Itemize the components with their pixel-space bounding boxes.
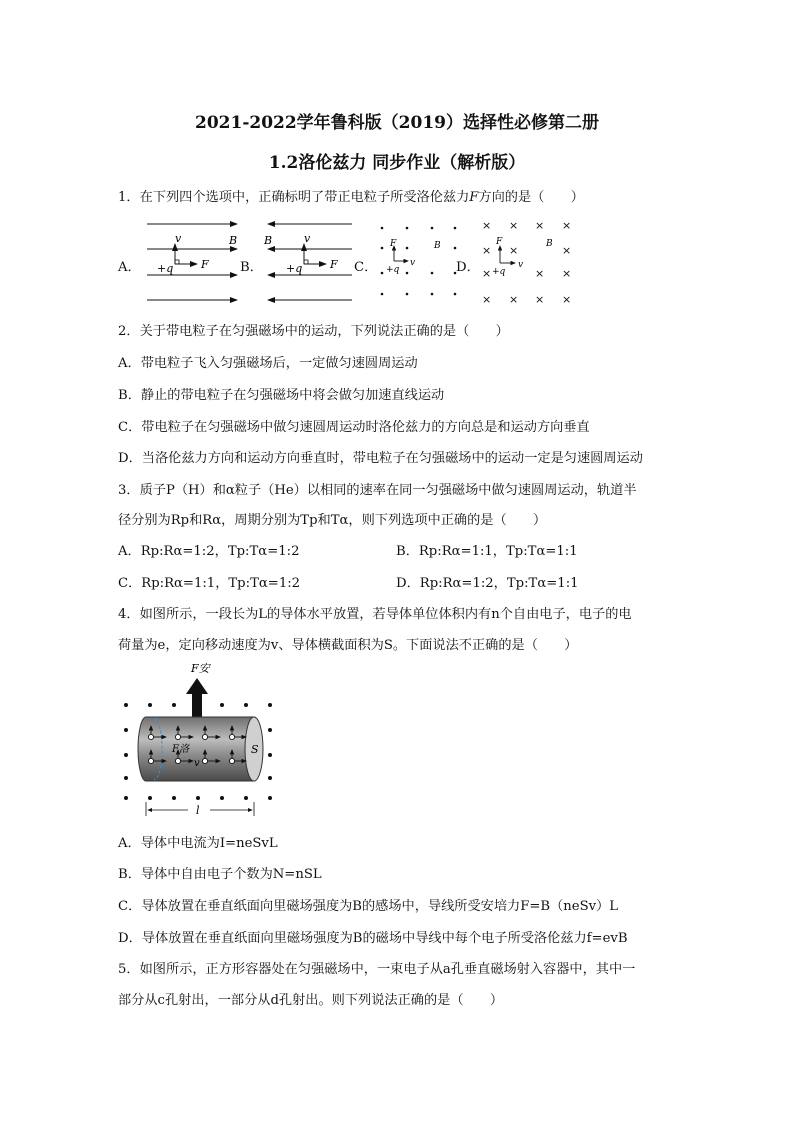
q3-option-d: D．Rp:Rα=1:2，Tp:Tα=1:1 (396, 576, 579, 591)
svg-text:×: × (562, 219, 572, 232)
question-4-stem-line1: 4．如图所示，一段长为L的导体水平放置，若导体单位体积内有n个自由电子，电子的电 (118, 607, 632, 622)
fig-c-f-label: F (390, 239, 397, 249)
fig-d-q-label: +q (492, 267, 506, 277)
document-title: 2021-2022学年鲁科版（2019）选择性必修第二册 (195, 113, 599, 133)
svg-text:×: × (482, 267, 492, 280)
svg-text:×: × (509, 293, 519, 306)
q1-figure-a (145, 214, 245, 304)
fig-a-v-label: v (175, 232, 182, 245)
question-4-stem-line2: 荷量为e，定向移动速度为v、导体横截面积为S。下面说法不正确的是（ ） (118, 638, 578, 653)
question-1-stem: 1．在下列四个选项中，正确标明了带正电粒子所受洛伦兹力F方向的是（ ） (118, 190, 584, 205)
svg-text:×: × (535, 219, 545, 232)
q4-option-d: D．导体放置在垂直纸面向里磁场强度为B的磁场中导线中每个电子所受洛伦兹力f=evB (118, 931, 628, 946)
q3-option-c: C．Rp:Rα=1:1，Tp:Tα=1:2 (118, 576, 301, 591)
q3-option-b: B．Rp:Rα=1:1，Tp:Tα=1:1 (396, 544, 578, 559)
q1-figure-b (262, 214, 362, 304)
q1-option-c-label: C． (354, 260, 378, 275)
svg-text:×: × (535, 267, 545, 280)
fig-b-v-label: v (304, 232, 311, 245)
q2-option-b: B．静止的带电粒子在匀强磁场中将会做匀加速直线运动 (118, 388, 445, 403)
fig-c-v-label: v (410, 258, 416, 268)
q1-option-a-label: A． (118, 260, 141, 275)
fig-b-f-label: F (330, 258, 338, 271)
svg-text:×: × (482, 293, 492, 306)
fig-a-f-label: F (201, 258, 209, 271)
q4-option-c: C．导体放置在垂直纸面向里磁场强度为B的感场中，导线所受安培力F=B（neSv）L (118, 899, 619, 914)
svg-text:×: × (509, 244, 519, 257)
q1-option-d-label: D． (456, 260, 480, 275)
fig-a-b-label: B (229, 234, 238, 247)
question-3-stem-line1: 3．质子P（H）和α粒子（He）以相同的速率在同一匀强磁场中做匀速圆周运动，轨道半 (118, 483, 637, 498)
svg-text:×: × (562, 267, 572, 280)
question-2-stem: 2．关于带电粒子在匀强磁场中的运动，下列说法正确的是（ ） (118, 324, 509, 339)
fig-d-b-label: B (546, 239, 553, 249)
fig-d-f-label: F (496, 237, 503, 247)
fig-b-b-label: B (264, 234, 273, 247)
q3-option-a: A．Rp:Rα=1:2，Tp:Tα=1:2 (118, 544, 300, 559)
svg-text:×: × (562, 293, 572, 306)
fig-b-q-label: +q (286, 262, 303, 275)
q2-option-d: D．当洛伦兹力方向和运动方向垂直时，带电粒子在匀强磁场中的运动一定是匀速圆周运动 (118, 451, 643, 466)
fig-c-q-label: +q (386, 265, 400, 275)
q4-f-ampere-label: F安 (191, 662, 210, 675)
question-3-stem-line2: 径分别为Rp和Rα，周期分别为Tp和Tα，则下列选项中正确的是（ ） (118, 513, 547, 528)
svg-text:×: × (482, 219, 492, 232)
q4-l-label: l (196, 804, 200, 817)
fig-d-v-label: v (518, 260, 524, 270)
q2-option-a: A．带电粒子飞入匀强磁场后，一定做匀速圆周运动 (118, 356, 418, 371)
q4-f-lorentz-label: F洛 (172, 744, 189, 755)
q1-option-b-label: B． (240, 260, 263, 275)
q4-conductor-figure (118, 660, 278, 830)
q4-option-b: B．导体中自由电子个数为N=nSL (118, 867, 322, 882)
svg-text:×: × (562, 244, 572, 257)
svg-text:×: × (509, 219, 519, 232)
fig-c-b-label: B (434, 241, 441, 251)
q1-figure-c (372, 218, 462, 308)
q4-s-label: S (251, 743, 259, 756)
q4-option-a: A．导体中电流为I=neSvL (118, 836, 278, 851)
q2-option-c: C．带电粒子在匀强磁场中做匀速圆周运动时洛伦兹力的方向总是和运动方向垂直 (118, 420, 590, 435)
fig-a-q-label: +q (157, 262, 174, 275)
q4-v-label: v (194, 758, 200, 769)
question-5-stem-line2: 部分从c孔射出，一部分从d孔射出。则下列说法正确的是（ ） (118, 993, 504, 1008)
q1-figure-d (478, 218, 578, 308)
svg-text:×: × (482, 244, 492, 257)
question-5-stem-line1: 5．如图所示，正方形容器处在匀强磁场中，一束电子从a孔垂直磁场射入容器中，其中一 (118, 962, 636, 977)
document-subtitle: 1.2洛伦兹力 同步作业（解析版） (268, 153, 526, 173)
svg-text:×: × (535, 293, 545, 306)
